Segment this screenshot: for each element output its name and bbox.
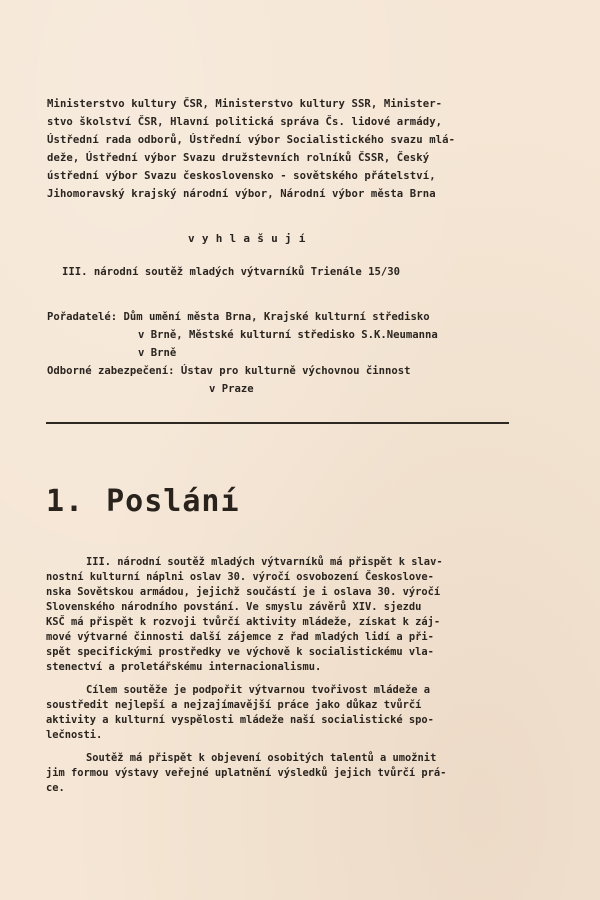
issuer-line: stvo školství ČSR, Hlavní politická správa Čs. lidové armády, xyxy=(47,116,443,128)
organizers-line: Pořadatelé: Dům umění města Brna, Krajské kulturní středisko xyxy=(47,311,430,323)
section-heading xyxy=(46,484,240,519)
issuing-bodies xyxy=(47,95,527,203)
expert-support-line: v Praze xyxy=(209,383,254,395)
paragraph xyxy=(46,683,546,743)
issuer-line: Jihomoravský krajský národní výbor, Národní výbor města Brna xyxy=(47,188,436,200)
organizers-line: v Brně xyxy=(138,347,177,359)
paragraph-line: Slovenského národního povstání. Ve smyslu závěrů XIV. sjezdu xyxy=(46,601,422,613)
horizontal-divider xyxy=(46,422,509,424)
paragraph-line: jim formou výstavy veřejné uplatnění výsledků jejich tvůrčí prá- xyxy=(46,767,447,779)
paragraph-line: Cílem soutěže je podpořit výtvarnou tvořivost mládeže a xyxy=(86,684,431,696)
paragraph xyxy=(46,751,546,796)
paragraph-line: nostní kulturní náplni oslav 30. výročí osvobození Českoslove- xyxy=(46,571,434,583)
section-number: 1. xyxy=(46,484,85,519)
issuer-line: Ústřední rada odborů, Ústřední výbor Socialistického svazu mlá- xyxy=(47,134,456,146)
section-title: Poslání xyxy=(106,484,240,519)
paragraph-line: ce. xyxy=(46,782,65,794)
paragraph xyxy=(46,555,546,675)
organizers-line: v Brně, Městské kulturní středisko S.K.Neumanna xyxy=(138,329,438,341)
paragraph-line: spět specifickými prostředky ve výchově k socialistickému vla- xyxy=(46,646,434,658)
organizers-block xyxy=(47,308,547,398)
paragraph-line: nska Sovětskou armádou, jejichž součástí je i oslava 30. výročí xyxy=(46,586,441,598)
paragraph-line: lečnosti. xyxy=(46,729,103,741)
paragraph-line: Soutěž má přispět k objevení osobitých talentů a umožnit xyxy=(86,752,437,764)
paragraph-line: KSČ má přispět k rozvoji tvůrčí aktivity mládeže, získat k záj- xyxy=(46,616,441,628)
expert-support-line: Odborné zabezpečení: Ústav pro kulturně výchovnou činnost xyxy=(47,365,411,377)
contest-title: III. národní soutěž mladých výtvarníků Trienále 15/30 xyxy=(62,266,401,278)
issuer-line: Ministerstvo kultury ČSR, Ministerstvo kultury SSR, Minister- xyxy=(47,98,443,110)
section-body xyxy=(46,555,546,804)
announcement: v y h l a š u j í xyxy=(188,232,306,245)
issuer-line: ústřední výbor Svazu československo - sovětského přátelství, xyxy=(47,170,436,182)
paragraph-line: III. národní soutěž mladých výtvarníků má přispět k slav- xyxy=(86,556,443,568)
paragraph-line: aktivity a kulturní vyspělosti mládeže naší socialistické spo- xyxy=(46,714,434,726)
paragraph-line: stenectví a proletářskému internacionalismu. xyxy=(46,661,322,673)
paragraph-line: mové výtvarné činnosti další zájemce z řad mladých lidí a při- xyxy=(46,631,434,643)
paragraph-line: soustředit nejlepší a nejzajímavější práce jako důkaz tvůrčí xyxy=(46,699,422,711)
issuer-line: deže, Ústřední výbor Svazu družstevních rolníků ČSSR, Český xyxy=(47,152,430,164)
